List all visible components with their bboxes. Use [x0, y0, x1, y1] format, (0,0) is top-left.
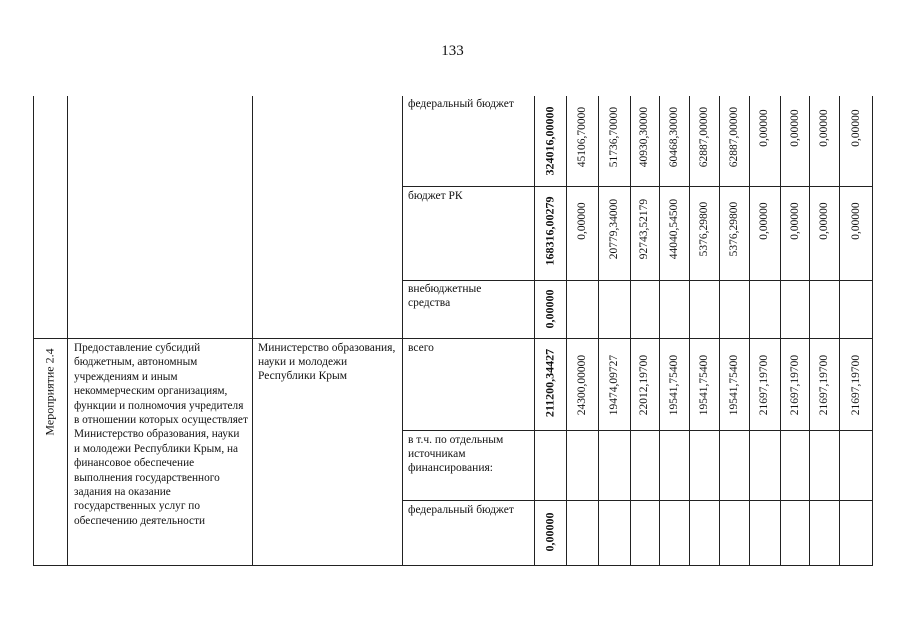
- year-cell: 51736,70000: [608, 106, 620, 168]
- year-cell: 40930,30000: [638, 106, 650, 168]
- year-cell: 19541,75400: [668, 354, 680, 416]
- source-label: всего: [408, 342, 434, 354]
- year-cell: 19541,75400: [698, 354, 710, 416]
- grid-line: [749, 96, 750, 566]
- grid-line: [33, 565, 873, 566]
- grid-line: [566, 96, 567, 566]
- grid-line: [402, 500, 873, 501]
- page-number: 133: [441, 43, 464, 59]
- total-cell: 0,00000: [542, 289, 557, 329]
- year-cell: 62887,00000: [728, 106, 740, 168]
- total-cell: 211200,34427: [542, 348, 557, 418]
- grid-line: [630, 96, 631, 566]
- grid-line: [598, 96, 599, 566]
- year-cell: 0,00000: [789, 109, 801, 147]
- year-cell: 24300,00000: [576, 354, 588, 416]
- grid-line: [33, 96, 34, 566]
- grid-line: [719, 96, 720, 566]
- grid-line: [534, 96, 535, 566]
- grid-line: [809, 96, 810, 566]
- grid-line: [402, 186, 873, 187]
- source-label: в т.ч. по отдельным источникам финансирования:: [408, 434, 504, 474]
- year-cell: 21697,19700: [789, 354, 801, 416]
- year-cell: 21697,19700: [818, 354, 830, 416]
- measure-description: Предоставление субсидий бюджетным, автономным учреждениям и иным некоммерческим организациям, функции и полномочия учредителя в отношении которых осуществляет Министерство образования, науки и молодежи Республики Крым, на финансовое обеспечение выполнения государственного задания на оказание государственных услуг по обеспечению деятельности: [74, 342, 248, 527]
- grid-line: [67, 96, 68, 566]
- year-cell: 5376,29800: [728, 201, 740, 257]
- grid-line: [402, 280, 873, 281]
- year-cell: 0,00000: [758, 202, 770, 240]
- grid-line: [252, 96, 253, 566]
- grid-line: [839, 96, 840, 566]
- year-cell: 92743,52179: [638, 198, 650, 260]
- grid-line: [872, 96, 873, 566]
- year-cell: 0,00000: [818, 202, 830, 240]
- total-cell: 0,00000: [542, 512, 557, 552]
- year-cell: 0,00000: [818, 109, 830, 147]
- year-cell: 20779,34000: [608, 198, 620, 260]
- year-cell: 62887,00000: [698, 106, 710, 168]
- source-label: внебюджетные средства: [408, 283, 482, 309]
- year-cell: 0,00000: [576, 202, 588, 240]
- source-label: федеральный бюджет: [408, 504, 514, 516]
- year-cell: 0,00000: [850, 109, 862, 147]
- year-cell: 44040,54500: [668, 198, 680, 260]
- year-cell: 60468,30000: [668, 106, 680, 168]
- year-cell: 21697,19700: [758, 354, 770, 416]
- source-label: федеральный бюджет: [408, 98, 514, 110]
- year-cell: 22012,19700: [638, 354, 650, 416]
- grid-line: [402, 96, 403, 566]
- source-label: бюджет РК: [408, 190, 463, 202]
- grid-line: [780, 96, 781, 566]
- year-cell: 19474,09727: [608, 354, 620, 416]
- grid-line: [33, 338, 873, 339]
- measure-code: Мероприятие 2.4: [42, 348, 57, 436]
- total-cell: 168316,00279: [542, 196, 557, 266]
- year-cell: 0,00000: [789, 202, 801, 240]
- grid-line: [402, 430, 873, 431]
- total-cell: 324016,00000: [542, 106, 557, 176]
- year-cell: 45106,70000: [576, 106, 588, 168]
- year-cell: 5376,29800: [698, 201, 710, 257]
- grid-line: [659, 96, 660, 566]
- year-cell: 0,00000: [758, 109, 770, 147]
- grid-line: [689, 96, 690, 566]
- year-cell: 0,00000: [850, 202, 862, 240]
- year-cell: 21697,19700: [850, 354, 862, 416]
- year-cell: 19541,75400: [728, 354, 740, 416]
- measure-executor: Министерство образования, науки и молодежи Республики Крым: [258, 342, 396, 382]
